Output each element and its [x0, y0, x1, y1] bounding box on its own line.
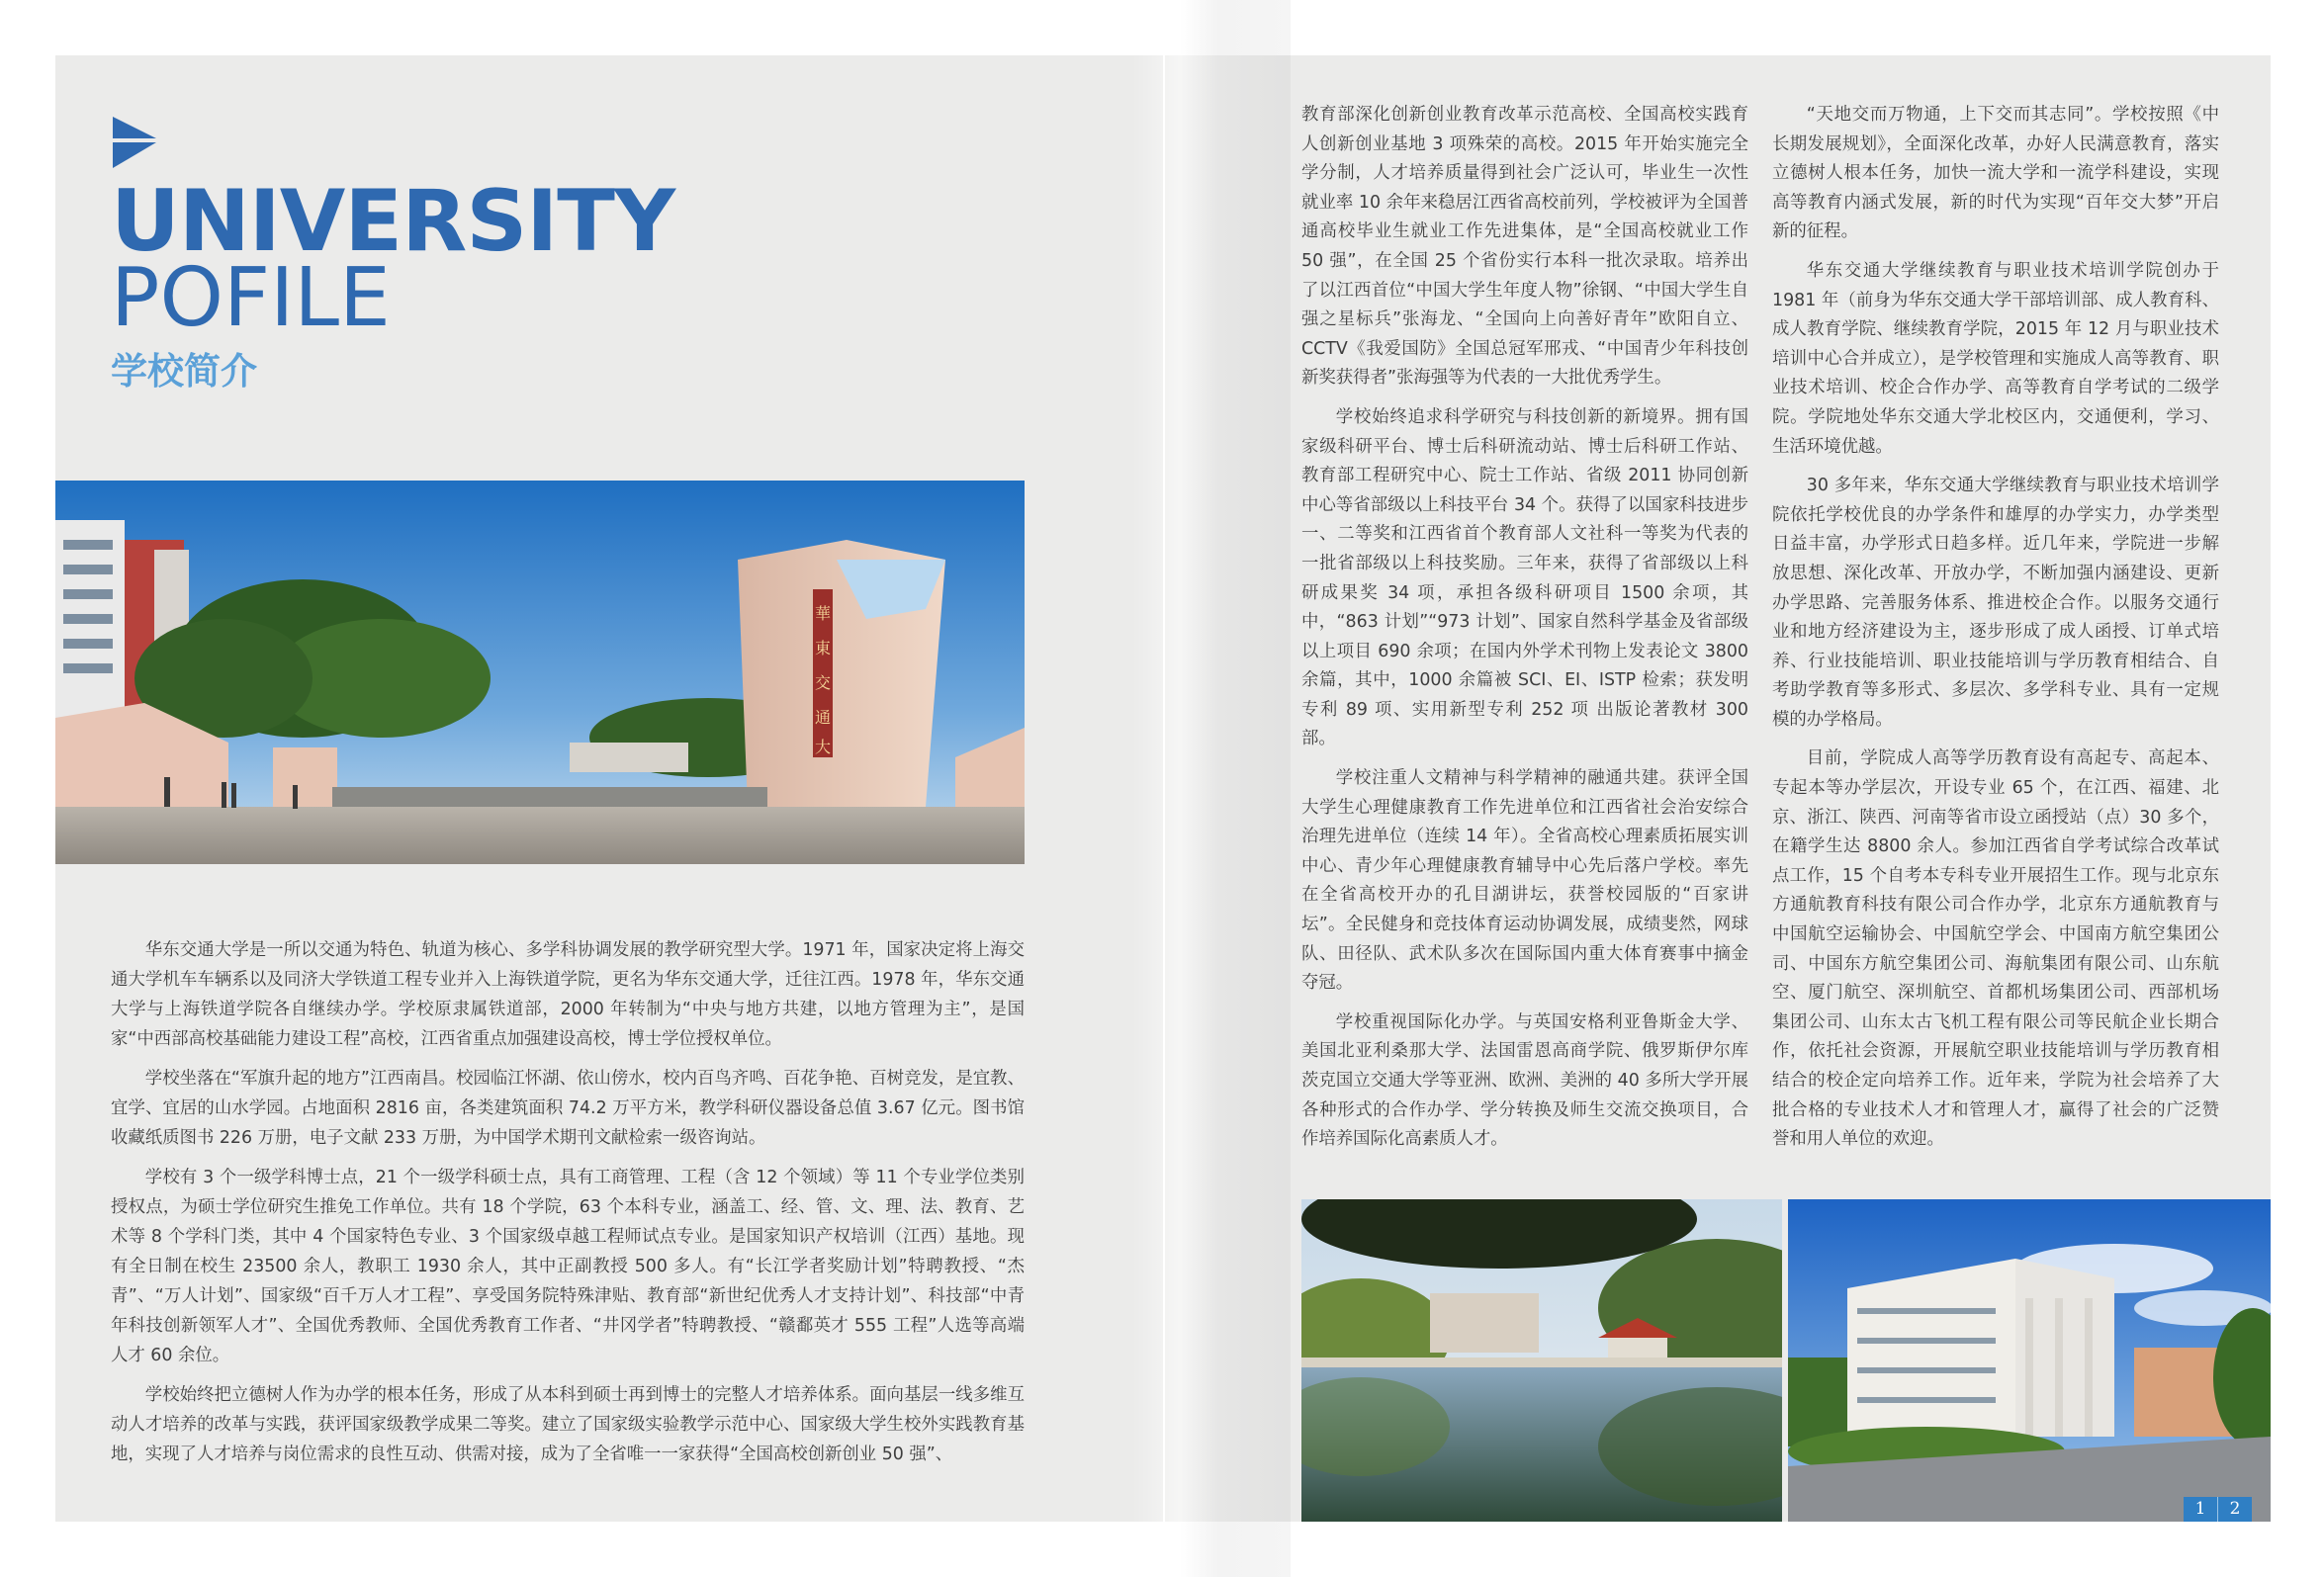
- paragraph: 华东交通大学继续教育与职业技术培训学院创办于 1981 年（前身为华东交通大学干部培训部、成人教育科、成人教育学院、继续教育学院，2015 年 12 月与职业技术培训中心合并成立），是学校管理和实施成人高等教育、职业技术培训、校企合作办学、高等教育自学考试的二级学院。学院地处华东交通大学北校区内，交通便利，学习、生活环境优越。: [1772, 260, 2219, 457]
- right-column-1: [1301, 101, 1748, 1165]
- campus-building-photo: [1788, 1199, 2271, 1522]
- right-page: [1165, 55, 2271, 1522]
- page-number: 1: [2184, 1497, 2217, 1522]
- paragraph: 学校始终把立德树人作为办学的根本任务，形成了从本科到硕士再到博士的完整人才培养体系。面向基层一线多维互动人才培养的改革与实践，获评国家级教学成果二等奖。建立了国家级实验教学示范中心、国家级大学生校外实践教育基地，实现了人才培养与岗位需求的良性互动、供需对接，成为了全省唯一一家获得“全国高校创新创业 50 强”、: [111, 1385, 1025, 1464]
- arrow-flag-icon: [111, 115, 158, 170]
- paragraph: 学校有 3 个一级学科博士点，21 个一级学科硕士点，具有工商管理、工程（含 12 个领域）等 11 个专业学位类别授权点，为硕士学位研究生推免工作单位。共有 18 个学院，63 个本科专业，涵盖工、经、管、文、理、法、教育、艺术等 8 个学科门类，其中 4 个国家特色专业、3 个国家级卓越工程师试点专业。是国家知识产权培训（江西）基地。现有全日制在校生 23500 余人，教职工 1930 余人，其中正副教授 500 多人。有“长江学者奖励计划”特聘教授、“杰青”、“万人计划”、国家级“百千万人才工程”、享受国务院特殊津贴、教育部“新世纪优秀人才支持计划”、科技部“中青年科技创新领军人才”、全国优秀教师、全国优秀教育工作者、“井冈学者”特聘教授、“赣鄱英才 555 工程”人选等高端人才 60 余位。: [111, 1168, 1025, 1365]
- lake-pavilion-photo: [1301, 1199, 1782, 1522]
- right-column-2: [1772, 101, 2219, 1165]
- paragraph: “天地交而万物通，上下交而其志同”。学校按照《中长期发展规划》，全面深化改革，办好人民满意教育，落实立德树人根本任务，加快一流大学和一流学科建设，实现高等教育内涵式发展，新的时代为实现“百年交大梦”开启新的征程。: [1772, 105, 2219, 242]
- svg-text:大: 大: [815, 738, 832, 756]
- paragraph: 华东交通大学是一所以交通为特色、轨道为核心、多学科协调发展的教学研究型大学。1971 年，国家决定将上海交通大学机车车辆系以及同济大学铁道工程专业并入上海铁道学院，更名为华东交通大学，迁往江西。1978 年，华东交通大学与上海铁道学院各自继续办学。学校原隶属铁道部，2000 年转制为“中央与地方共建，以地方管理为主”，是国家“中西部高校基础能力建设工程”高校，江西省重点加强建设高校，博士学位授权单位。: [111, 940, 1025, 1049]
- svg-text:通: 通: [815, 708, 832, 727]
- paragraph: 学校重视国际化办学。与英国安格利亚鲁斯金大学、美国北亚利桑那大学、法国雷恩高商学院、俄罗斯伊尔库茨克国立交通大学等亚洲、欧洲、美洲的 40 多所大学开展各种形式的合作办学、学分转换及师生交流交换项目，合作培养国际化高素质人才。: [1301, 1011, 1748, 1150]
- paragraph: 学校注重人文精神与科学精神的融通共建。获评全国大学生心理健康教育工作先进单位和江西省社会治安综合治理先进单位（连续 14 年）。全省高校心理素质拓展实训中心、青少年心理健康教育辅导中心先后落户学校。率先在全省高校开办的孔目湖讲坛，获誉校园版的“百家讲坛”。全民健身和竞技体育运动协调发展，成绩斐然，网球队、田径队、武术队多次在国际国内重大体育赛事中摘金夺冠。: [1301, 768, 1748, 994]
- left-page: [55, 55, 1163, 1522]
- title-line-2: POFILE: [111, 251, 391, 345]
- page-number: 2: [2217, 1497, 2252, 1522]
- svg-text:華: 華: [815, 604, 832, 623]
- left-body-text: [111, 935, 1025, 1479]
- svg-text:東: 東: [815, 639, 832, 657]
- subtitle: 学校简介: [111, 350, 257, 393]
- campus-gate-photo: [55, 481, 1025, 864]
- paragraph: 教育部深化创新创业教育改革示范高校、全国高校实践育人创新创业基地 3 项殊荣的高校。2015 年开始实施完全学分制，人才培养质量得到社会广泛认可，毕业生一次性就业率 10 余年来稳居江西省高校前列，学校被评为全国普通高校毕业生就业工作先进集体，是“全国高校就业工作 50 强”，在全国 25 个省份实行本科一批次录取。培养出了以江西首位“中国大学生年度人物”徐钢、“中国大学生自强之星标兵”张海龙、“全国向上向善好青年”欧阳自立、CCTV《我爱国防》全国总冠军邢戎、“中国青少年科技创新奖获得者”张海强等为代表的一大批优秀学生。: [1301, 105, 1748, 389]
- page-numbers: [2184, 1497, 2252, 1522]
- svg-text:交: 交: [815, 673, 832, 692]
- paragraph: 学校坐落在“军旗升起的地方”江西南昌。校园临江怀湖、依山傍水，校内百鸟齐鸣、百花争艳、百树竞发，是宜教、宜学、宜居的山水学园。占地面积 2816 亩，各类建筑面积 74.2 万平方米，教学科研仪器设备总值 3.67 亿元。图书馆收藏纸质图书 226 万册，电子文献 233 万册，为中国学术期刊文献检索一级咨询站。: [111, 1069, 1025, 1148]
- paragraph: 目前，学院成人高等学历教育设有高起专、高起本、专起本等办学层次，开设专业 65 个，在江西、福建、北京、浙江、陕西、河南等省市设立函授站（点）30 多个，在籍学生达 8800 余人。参加江西省自学考试综合改革试点工作，15 个自考本专科专业开展招生工作。现与北京东方通航教育科技有限公司合作办学，北京东方通航教育与中国航空运输协会、中国航空学会、中国南方航空集团公司、中国东方航空集团公司、海航集团有限公司、山东航空、厦门航空、深圳航空、首都机场集团公司、西部机场集团公司、山东太古飞机工程有限公司等民航企业长期合作，依托社会资源，开展航空职业技能培训与学历教育相结合的校企定向培养工作。近年来，学院为社会培养了大批合格的专业技术人才和管理人才，赢得了社会的广泛赞誉和用人单位的欢迎。: [1772, 748, 2219, 1150]
- paragraph: 学校始终追求科学研究与科技创新的新境界。拥有国家级科研平台、博士后科研流动站、博士后科研工作站、教育部工程研究中心、院士工作站、省级 2011 协同创新中心等省部级以上科技平台 34 个。获得了以国家科技进步一、二等奖和江西省首个教育部人文社科一等奖为代表的一批省部级以上科技奖励。三年来，获得了省部级以上科研成果奖 34 项，承担各级科研项目 1500 余项，其中，“863 计划”“973 计划”、国家自然科学基金及省部级以上项目 690 余项；在国内外学术刊物上发表论文 3800 余篇，其中，1000 余篇被 SCI、EI、ISTP 检索；获发明专利 89 项、实用新型专利 252 项 出版论著教材 300 部。: [1301, 406, 1748, 749]
- paragraph: 30 多年来，华东交通大学继续教育与职业技术培训学院依托学校优良的办学条件和雄厚的办学实力，办学类型日益丰富，办学形式日趋多样。近几年来，学院进一步解放思想、深化改革、开放办学，不断加强内涵建设、更新办学思路、完善服务体系、推进校企合作。以服务交通行业和地方经济建设为主，逐步形成了成人函授、订单式培养、行业技能培训、职业技能培训与学历教育相结合、自考助学教育等多形式、多层次、多学科专业、具有一定规模的办学格局。: [1772, 476, 2219, 730]
- title-line-1: UNIVERSITY: [111, 172, 675, 271]
